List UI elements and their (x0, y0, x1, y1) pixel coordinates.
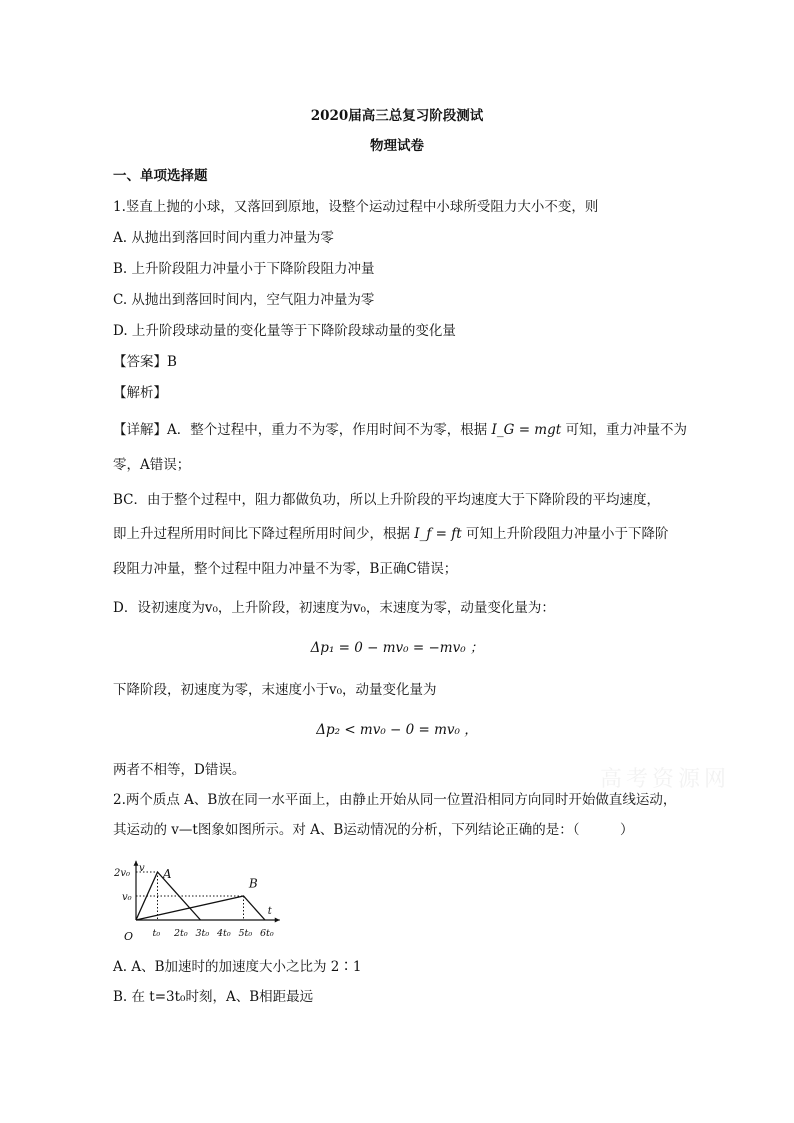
q2-stem-line-2: 其运动的 v—t图象如图所示。对 A、B运动情况的分析，下列结论正确的是：（ ） (113, 822, 634, 838)
q1-detail-line-8: 两者不相等，D错误。 (113, 762, 246, 778)
q1-detail-line-7: 下降阶段，初速度为零，末速度小于v₀，动量变化量为 (113, 682, 437, 698)
vt-graph (108, 848, 284, 948)
watermark: 高考资源网 (600, 767, 731, 792)
x-tick-label: 6t₀ (260, 928, 274, 939)
q1-answer: 【答案】B (113, 354, 177, 370)
equation-1: Δp₁ = 0 − mv₀ = −mv₀ ； (310, 640, 484, 656)
q1-option-c: C. 从抛出到落回时间内，空气阻力冲量为零 (113, 292, 375, 308)
q1-analysis-label: 【解析】 (113, 385, 167, 401)
x-axis-label: t (267, 906, 272, 917)
q1-detail-line-1 (113, 420, 687, 440)
q2-option-a: A. A、B加速时的加速度大小之比为 2∶1 (113, 959, 362, 975)
q1-option-a: A. 从抛出到落回时间内重力冲量为零 (113, 230, 334, 246)
x-tick-label: 3t₀ (195, 928, 210, 939)
x-tick-label: 2t₀ (174, 928, 188, 939)
x-tick-label: 4t₀ (217, 928, 231, 939)
origin-label: O (124, 930, 134, 943)
series-B-line (136, 896, 265, 920)
q1-detail-line-5: 段阻力冲量，整个过程中阻力冲量不为零，B正确C错误； (113, 561, 458, 577)
series-B-label: B (248, 876, 258, 891)
y-axis-label: v (139, 862, 145, 874)
formula-gravity-impulse: I_G = mgt (491, 422, 562, 438)
detail-text: 可知上升阶段阻力冲量小于下降阶 (466, 526, 669, 542)
exam-subtitle: 物理试卷 (370, 138, 424, 154)
x-tick-label: 5t₀ (238, 928, 253, 939)
formula-drag-impulse: I_f = ft (414, 526, 462, 542)
q1-option-b: B. 上升阶段阻力冲量小于下降阶段阻力冲量 (113, 261, 375, 277)
q1-option-d: D. 上升阶段球动量的变化量等于下降阶段球动量的变化量 (113, 323, 456, 339)
section-heading: 一、单项选择题 (113, 168, 208, 184)
q2-option-b: B. 在 t=3t₀时刻，A、B相距最远 (113, 989, 314, 1005)
q1-detail-line-6: D．设初速度为v₀，上升阶段，初速度为v₀，末速度为零，动量变化量为： (113, 600, 555, 616)
q1-detail-line-4 (113, 524, 669, 544)
q1-stem: 1.竖直上抛的小球，又落回到原地，设整个运动过程中小球所受阻力大小不变，则 (113, 199, 599, 215)
q1-detail-line-2: 零，A错误； (113, 457, 191, 473)
x-axis-arrow (275, 918, 280, 923)
detail-text: 即上升过程所用时间比下降过程所用时间少，根据 (113, 526, 410, 542)
detail-text: 可知，重力冲量不为 (565, 422, 687, 438)
equation-2: Δp₂ < mv₀ − 0 = mv₀ ， (316, 722, 478, 738)
exam-title: 2020届高三总复习阶段测试 (310, 108, 484, 124)
x-tick-label: t₀ (152, 928, 161, 939)
detail-text: 【详解】A．整个过程中，重力不为零，作用时间不为零，根据 (113, 422, 488, 438)
y-tick-label: 2v₀ (114, 868, 131, 879)
series-A-label: A (162, 867, 172, 881)
q2-stem-line-1: 2.两个质点 A、B放在同一水平面上，由静止开始从同一位置沿相同方向同时开始做直线运动， (113, 792, 677, 808)
y-axis-arrow (134, 861, 139, 866)
y-tick-label: v₀ (122, 892, 132, 903)
q1-detail-line-3: BC．由于整个过程中，阻力都做负功，所以上升阶段的平均速度大于下降阶段的平均速度， (113, 492, 660, 508)
